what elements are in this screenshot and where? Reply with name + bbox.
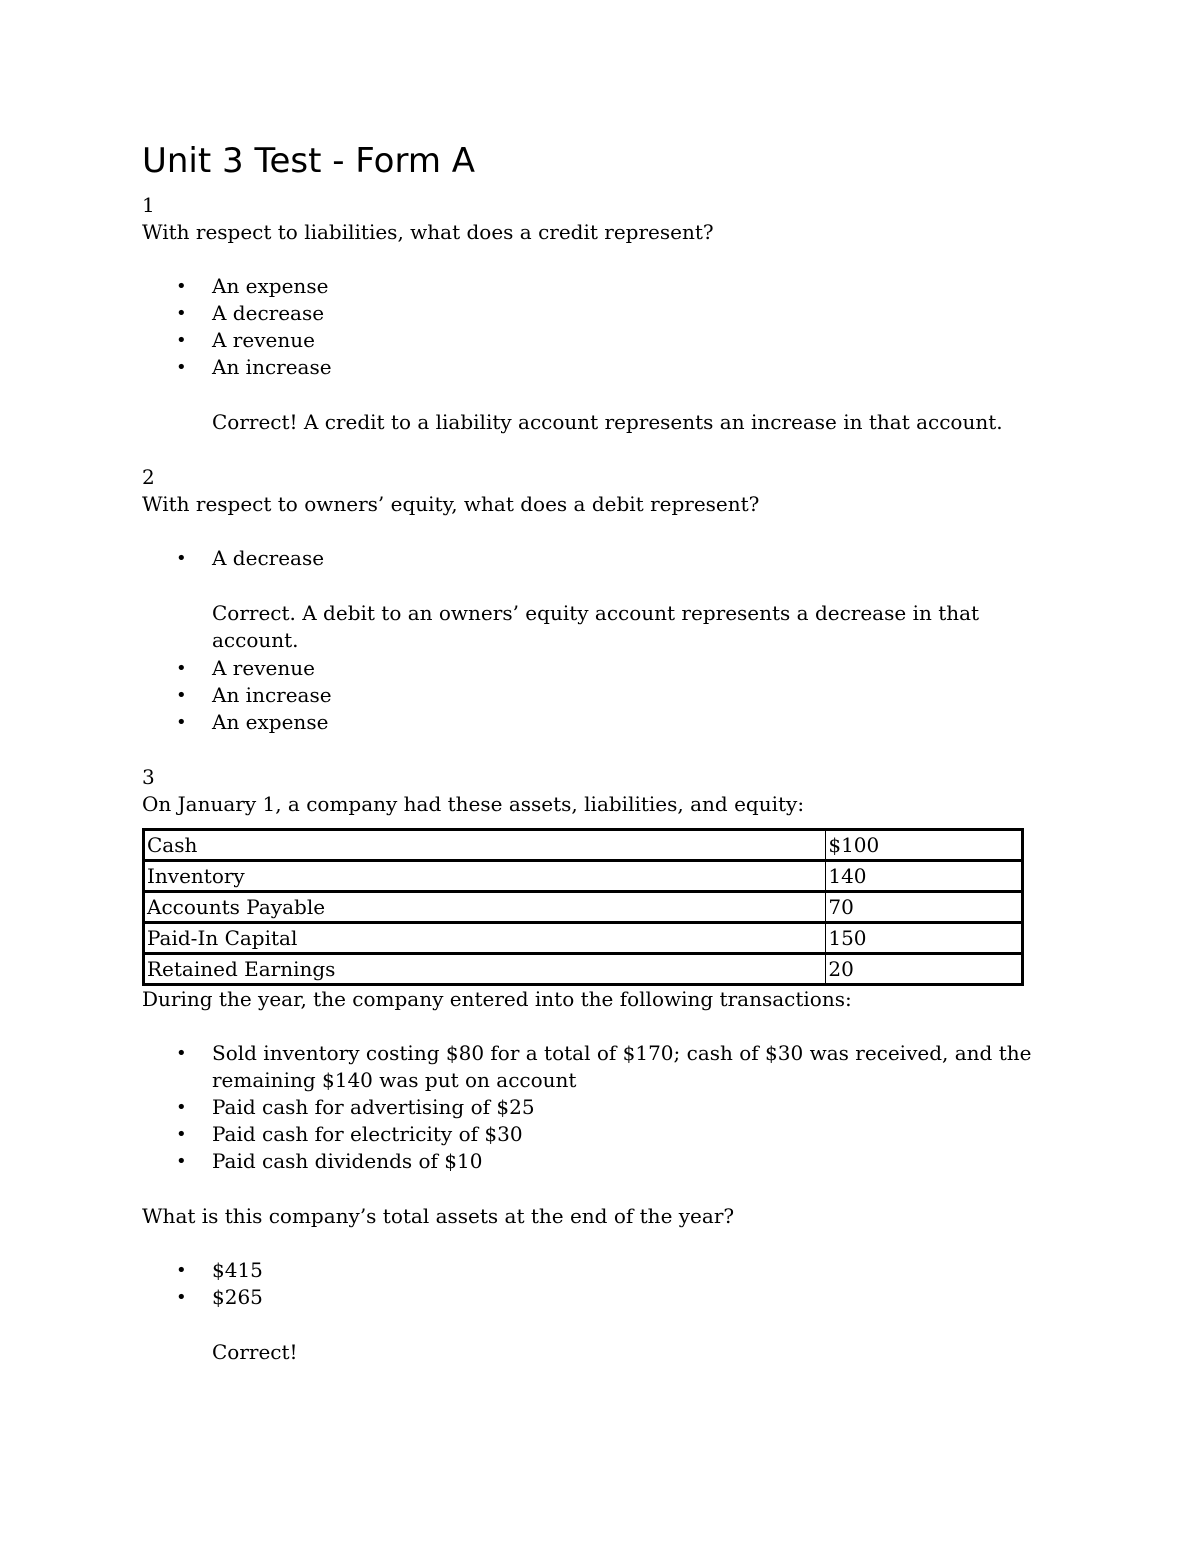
question-text: On January 1, a company had these assets, liabilities, and equity: bbox=[142, 792, 805, 816]
transaction-text: Sold inventory costing $80 for a total of $170; cash of $30 was received, and the remaining $140 was put on account bbox=[212, 1041, 1032, 1092]
bullet-icon: • bbox=[176, 1151, 187, 1172]
answer-option[interactable] bbox=[142, 354, 1042, 381]
bullet-icon: • bbox=[176, 1097, 187, 1118]
answer-option-label: A decrease bbox=[212, 301, 325, 325]
table-row bbox=[144, 923, 1023, 954]
answer-option[interactable] bbox=[142, 655, 1042, 682]
table-cell-value: 150 bbox=[826, 923, 1023, 954]
table-row bbox=[144, 892, 1023, 923]
bullet-icon: • bbox=[176, 712, 187, 733]
transaction-text: Paid cash for advertising of $25 bbox=[212, 1095, 535, 1119]
table-cell-label: Inventory bbox=[144, 861, 826, 892]
bullet-icon: • bbox=[176, 357, 187, 378]
bullet-icon: • bbox=[176, 303, 187, 324]
transaction-text: Paid cash for electricity of $30 bbox=[212, 1122, 523, 1146]
bullet-icon: • bbox=[176, 330, 187, 351]
answer-option[interactable] bbox=[142, 682, 1042, 709]
question-text: With respect to liabilities, what does a credit represent? bbox=[142, 220, 714, 244]
answer-options bbox=[142, 273, 1042, 381]
answer-option-label: $415 bbox=[212, 1258, 263, 1282]
table-row bbox=[144, 954, 1023, 985]
answer-options bbox=[142, 545, 1042, 572]
question-2 bbox=[142, 464, 1042, 736]
bullet-icon: • bbox=[176, 1260, 187, 1281]
list-item bbox=[142, 1040, 1042, 1094]
answer-options bbox=[142, 655, 1042, 736]
question-3 bbox=[142, 764, 1042, 1366]
table-cell-label: Accounts Payable bbox=[144, 892, 826, 923]
document-page bbox=[142, 138, 1042, 1366]
bullet-icon: • bbox=[176, 1124, 187, 1145]
answer-option-label: An increase bbox=[212, 355, 332, 379]
answer-option[interactable] bbox=[142, 1257, 1042, 1284]
table-cell-value: $100 bbox=[826, 830, 1023, 861]
transaction-text: Paid cash dividends of $10 bbox=[212, 1149, 483, 1173]
answer-feedback: Correct! bbox=[212, 1340, 298, 1364]
answer-option-label: An expense bbox=[212, 710, 329, 734]
list-item bbox=[142, 1121, 1042, 1148]
answer-option-label: A revenue bbox=[212, 328, 315, 352]
table-cell-label: Retained Earnings bbox=[144, 954, 826, 985]
answer-option[interactable] bbox=[142, 545, 1042, 572]
table-cell-value: 70 bbox=[826, 892, 1023, 923]
transactions-list bbox=[142, 1040, 1042, 1175]
answer-options bbox=[142, 1257, 1042, 1311]
bullet-icon: • bbox=[176, 658, 187, 679]
bullet-icon: • bbox=[176, 548, 187, 569]
question-1 bbox=[142, 192, 1042, 436]
answer-feedback: Correct! A credit to a liability account represents an increase in that account. bbox=[212, 410, 1003, 434]
table-row bbox=[144, 830, 1023, 861]
document-title: Unit 3 Test - Form A bbox=[142, 141, 476, 181]
answer-option-label: A decrease bbox=[212, 546, 325, 570]
table-cell-value: 140 bbox=[826, 861, 1023, 892]
answer-option[interactable] bbox=[142, 273, 1042, 300]
balance-table bbox=[142, 828, 1024, 986]
answer-option[interactable] bbox=[142, 300, 1042, 327]
question-text: With respect to owners’ equity, what does a debit represent? bbox=[142, 492, 760, 516]
question-prompt: What is this company’s total assets at the end of the year? bbox=[142, 1204, 735, 1228]
table-cell-label: Cash bbox=[144, 830, 826, 861]
table-cell-label: Paid-In Capital bbox=[144, 923, 826, 954]
answer-option[interactable] bbox=[142, 709, 1042, 736]
answer-option-label: A revenue bbox=[212, 656, 315, 680]
list-item bbox=[142, 1094, 1042, 1121]
bullet-icon: • bbox=[176, 1043, 187, 1064]
answer-feedback: Correct. A debit to an owners’ equity account represents a decrease in that account. bbox=[212, 601, 980, 652]
table-row bbox=[144, 861, 1023, 892]
question-number: 3 bbox=[142, 765, 155, 789]
question-number: 1 bbox=[142, 193, 155, 217]
table-cell-value: 20 bbox=[826, 954, 1023, 985]
question-number: 2 bbox=[142, 465, 155, 489]
answer-option[interactable] bbox=[142, 327, 1042, 354]
answer-option-label: An increase bbox=[212, 683, 332, 707]
bullet-icon: • bbox=[176, 276, 187, 297]
transactions-intro: During the year, the company entered into the following transactions: bbox=[142, 987, 852, 1011]
answer-option-label: $265 bbox=[212, 1285, 263, 1309]
list-item bbox=[142, 1148, 1042, 1175]
bullet-icon: • bbox=[176, 685, 187, 706]
bullet-icon: • bbox=[176, 1287, 187, 1308]
answer-option-label: An expense bbox=[212, 274, 329, 298]
answer-option[interactable] bbox=[142, 1284, 1042, 1311]
